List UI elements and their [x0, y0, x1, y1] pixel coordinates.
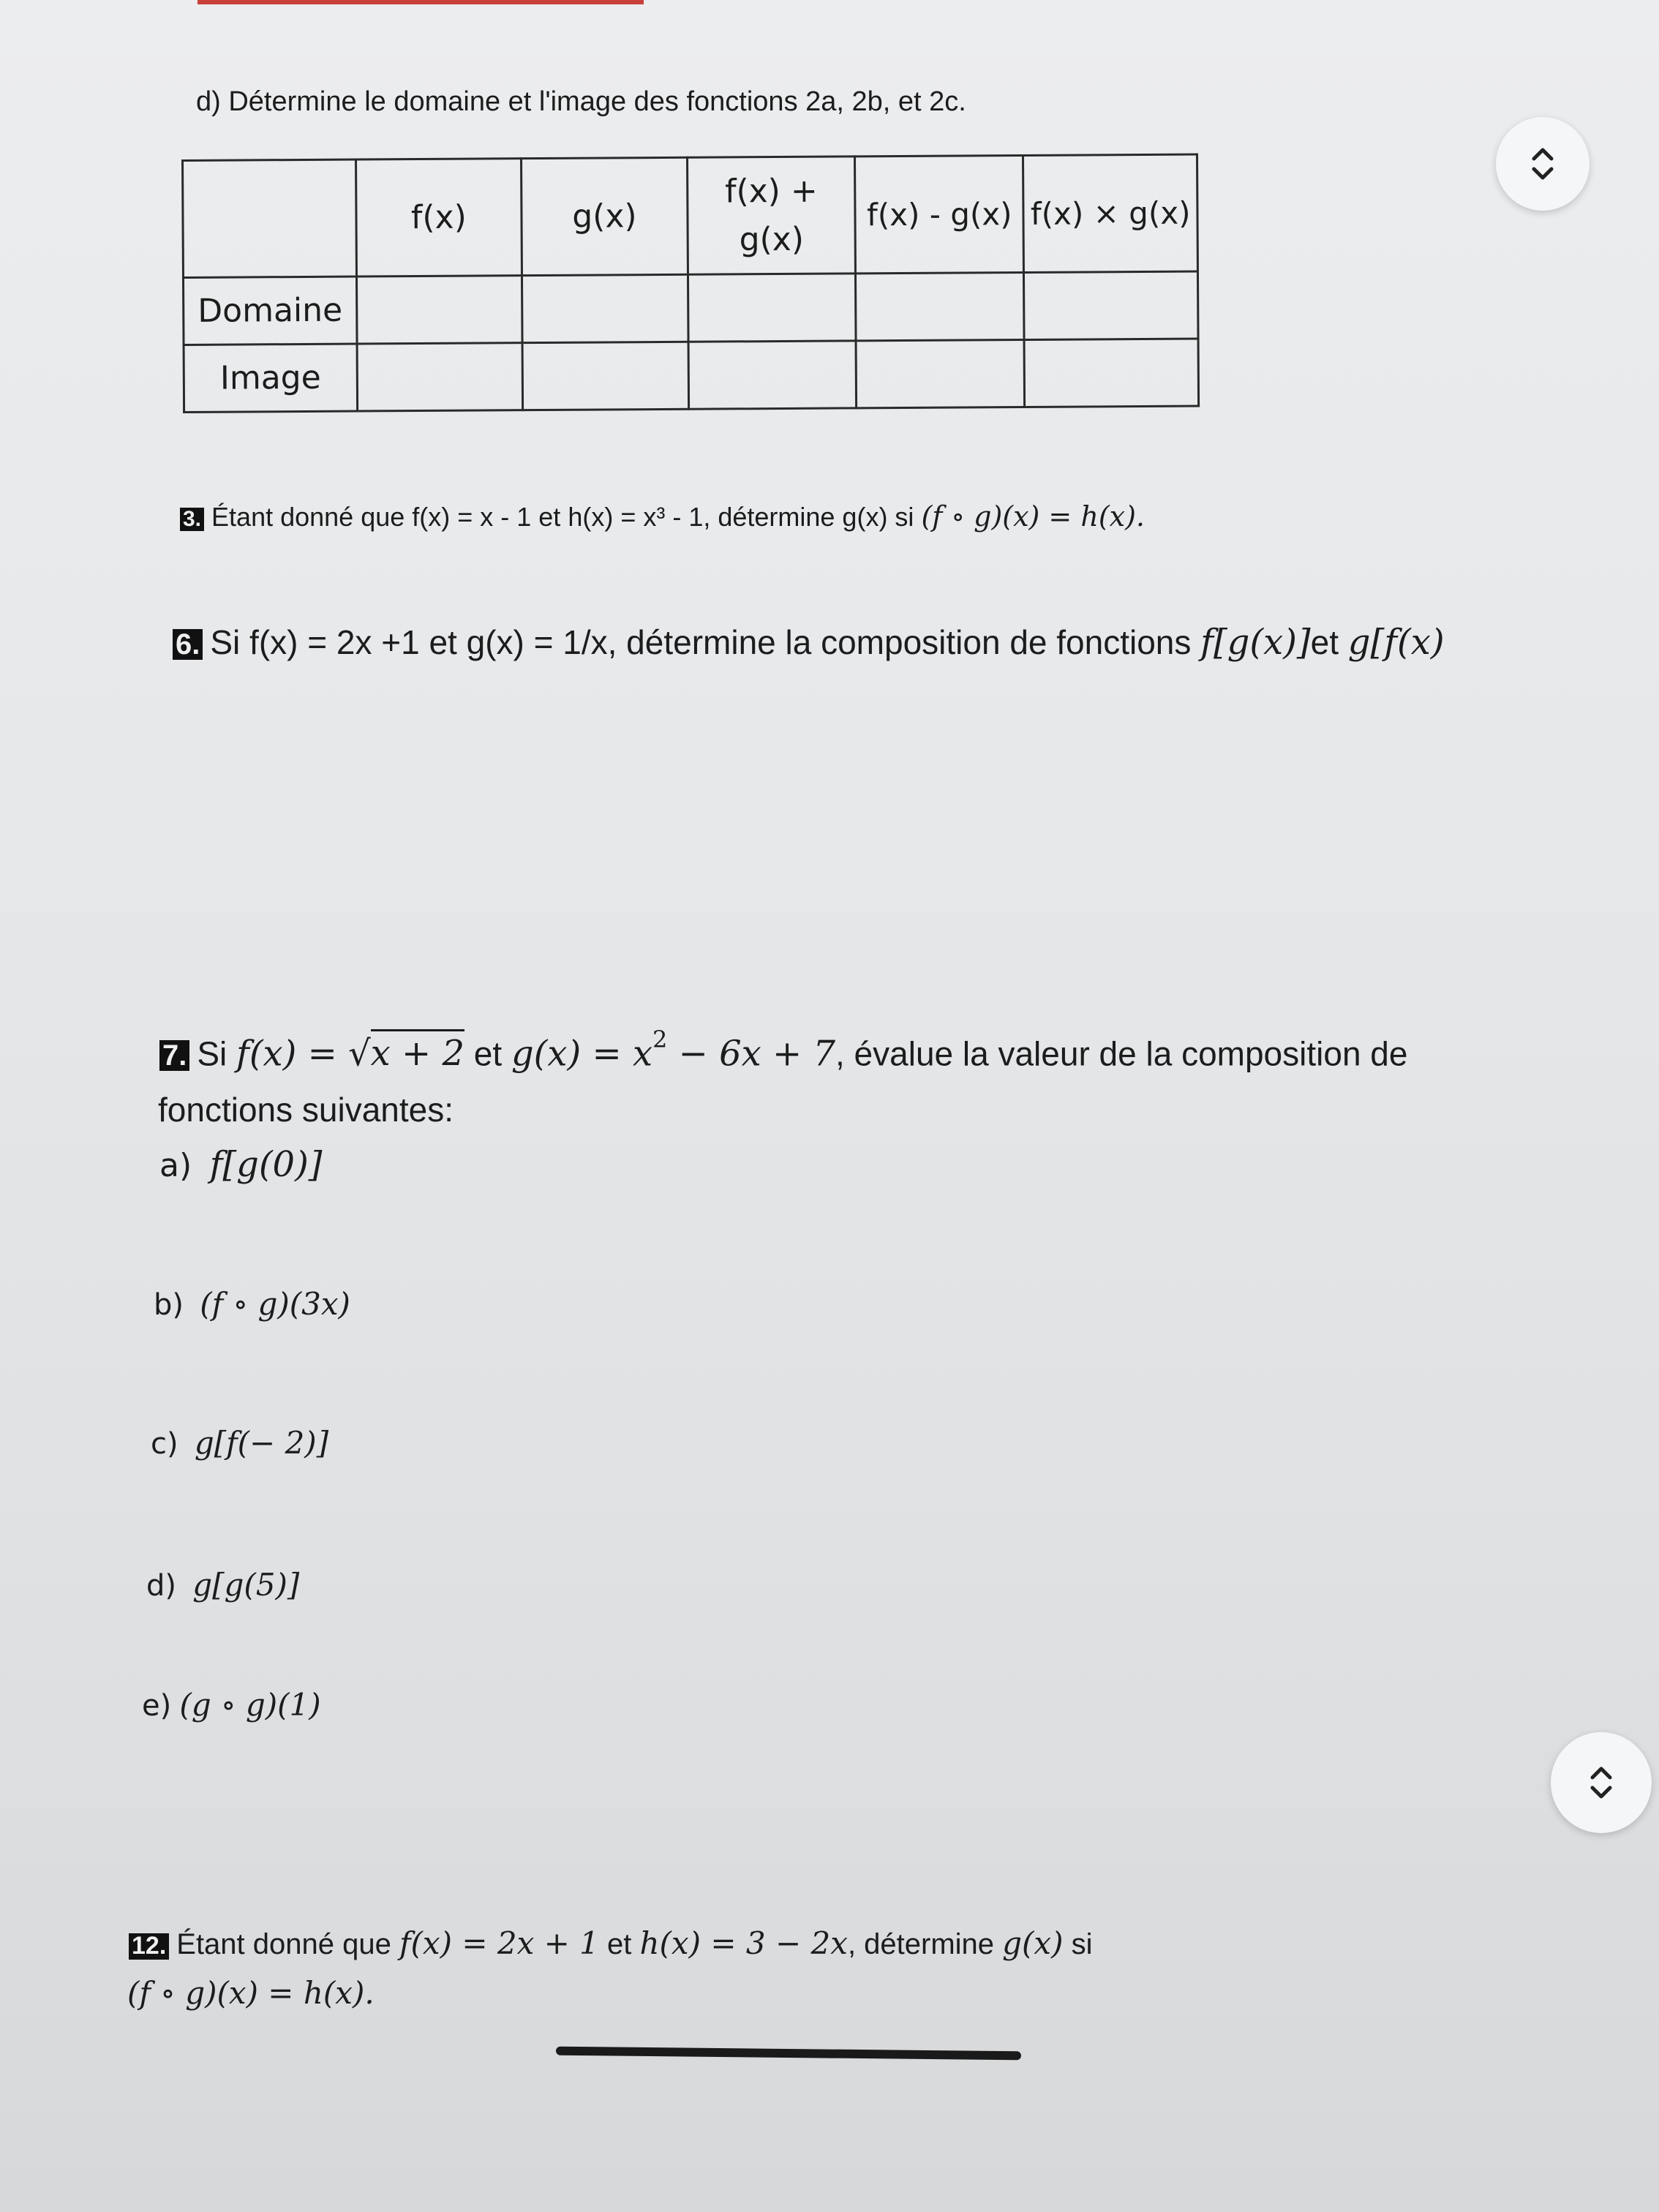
table-header-sum	[688, 157, 856, 274]
question-7-f-def: f(x) =	[236, 1033, 349, 1075]
table-row-label-domaine: Domaine	[183, 276, 356, 345]
table-header-difference: f(x) - g(x)	[855, 155, 1024, 273]
question-12	[129, 1925, 1093, 1961]
table-row-label-image: Image	[184, 344, 357, 412]
table-cell[interactable]	[688, 274, 857, 342]
part-expression: g[g(5)]	[192, 1567, 300, 1603]
question-7-part-c	[151, 1425, 328, 1461]
question-12-line2: (f ∘ g)(x) = h(x).	[127, 1975, 375, 2011]
question-12-g: g(x)	[1002, 1925, 1064, 1961]
question-12-f-def: f(x) = 2x + 1	[399, 1925, 599, 1961]
table-cell[interactable]	[856, 339, 1025, 407]
table-cell[interactable]	[356, 276, 522, 344]
scroll-control-button-top[interactable]	[1496, 117, 1590, 211]
question-7-exponent: 2	[652, 1026, 668, 1053]
domain-image-table	[181, 154, 1200, 413]
question-12-h-def: h(x) = 3 − 2x	[639, 1925, 848, 1961]
question-12-t2: et	[598, 1928, 640, 1960]
question-6	[173, 622, 1445, 663]
question-7-part-b	[154, 1286, 350, 1322]
question-number-badge: 3.	[180, 508, 204, 531]
question-6-math-fg: f[g(x)]	[1200, 622, 1311, 663]
table-header-sum-line1: f(x) +	[724, 172, 818, 210]
question-7-et: et	[464, 1034, 511, 1073]
question-7-g-def: g(x) = x	[511, 1033, 653, 1075]
question-7-tail: , évalue la valeur de la composition de	[835, 1034, 1408, 1073]
question-d-text: d) Détermine le domaine et l'image des fonctions 2a, 2b, et 2c.	[196, 86, 966, 117]
question-7-line2: fonctions suivantes:	[158, 1091, 454, 1129]
part-expression: g[f(− 2)]	[194, 1425, 329, 1461]
table-row	[184, 339, 1199, 412]
table-cell[interactable]	[688, 341, 857, 409]
part-label: a)	[159, 1147, 192, 1184]
table-cell[interactable]	[856, 272, 1025, 340]
table-header-fx: f(x)	[356, 159, 522, 276]
chevron-up-down-icon	[1528, 143, 1557, 185]
table-cell[interactable]	[357, 343, 522, 411]
table-header-product: f(x) × g(x)	[1023, 154, 1197, 272]
pen-stroke-mark	[556, 2047, 1021, 2061]
table-row	[183, 271, 1198, 345]
question-3-text: Étant donné que f(x) = x - 1 et h(x) = x³ - 1, détermine g(x) si	[211, 502, 922, 532]
question-6-math-gf: g[f(x)	[1347, 622, 1445, 663]
scroll-control-button-bottom[interactable]	[1551, 1732, 1652, 1833]
part-expression: f[g(0)]	[209, 1144, 323, 1185]
question-7-part-d	[146, 1567, 299, 1603]
question-12-t4: si	[1063, 1928, 1093, 1960]
table-cell[interactable]	[1025, 339, 1199, 407]
part-expression: (f ∘ g)(3x)	[200, 1286, 350, 1322]
table-corner-cell	[183, 159, 357, 277]
sqrt-sign: √	[348, 1033, 371, 1075]
question-7-part-e	[142, 1687, 321, 1723]
question-number-badge: 7.	[159, 1040, 189, 1071]
question-number-badge: 12.	[129, 1933, 169, 1960]
table-cell[interactable]	[522, 342, 689, 410]
question-6-text: Si f(x) = 2x +1 et g(x) = 1/x, détermine la composition de fonctions	[210, 623, 1201, 661]
question-7-part-a	[159, 1144, 323, 1185]
part-label: d)	[146, 1569, 176, 1603]
table-header-row	[183, 154, 1198, 277]
question-7-g-rest: − 6x + 7	[667, 1033, 835, 1075]
question-3	[180, 500, 1145, 533]
question-6-mid: et	[1310, 623, 1348, 661]
question-number-badge: 6.	[173, 629, 203, 660]
part-label: c)	[151, 1427, 178, 1461]
question-3-math: (f ∘ g)(x) = h(x).	[921, 500, 1145, 533]
part-expression: (g ∘ g)(1)	[179, 1687, 321, 1723]
chevron-up-down-icon	[1587, 1761, 1616, 1804]
question-7	[159, 1026, 1408, 1075]
table-header-gx: g(x)	[521, 157, 688, 275]
question-7-sqrt-arg: x + 2	[371, 1029, 464, 1074]
table-cell[interactable]	[1024, 271, 1198, 339]
question-12-t3: , détermine	[847, 1928, 1003, 1960]
table-cell[interactable]	[522, 274, 688, 342]
top-edge-mark	[198, 0, 644, 4]
table-header-sum-line2: g(x)	[739, 220, 805, 258]
question-12-t1: Étant donné que	[176, 1928, 399, 1960]
part-label: e)	[142, 1689, 172, 1723]
question-7-si: Si	[197, 1034, 237, 1073]
part-label: b)	[154, 1288, 184, 1322]
